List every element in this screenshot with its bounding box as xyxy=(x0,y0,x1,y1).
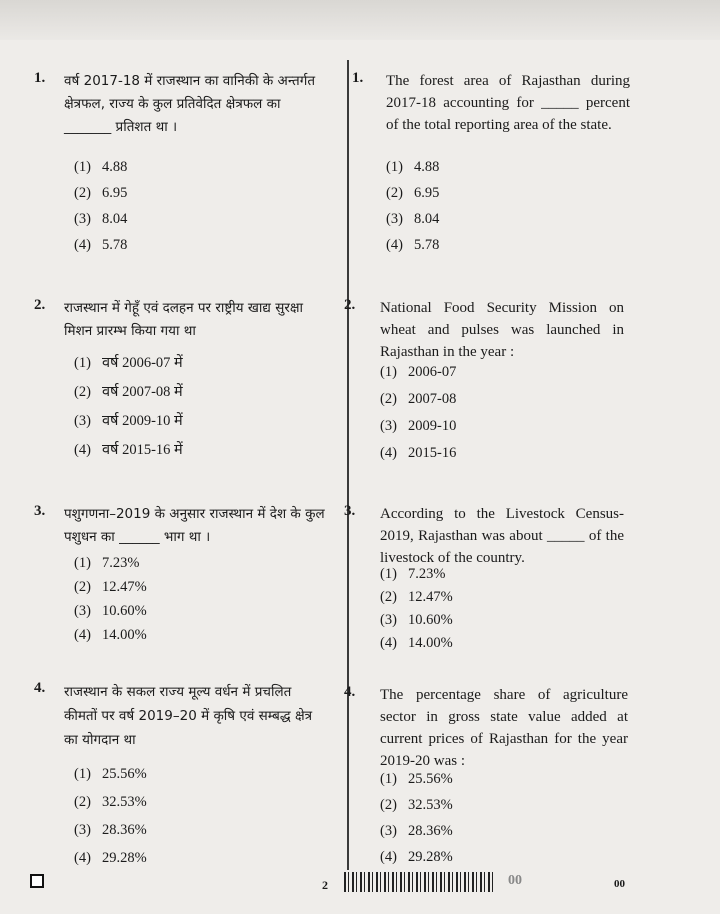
option-4[interactable]: (4) 5.78 xyxy=(386,237,440,253)
option-3[interactable]: (3) 28.36% xyxy=(74,822,147,838)
option-4[interactable]: (4) 29.28% xyxy=(380,849,453,865)
option-4[interactable]: (4) वर्ष 2015-16 में xyxy=(74,442,183,458)
option-1[interactable]: (1) 4.88 xyxy=(386,159,440,175)
option-3[interactable]: (3) 10.60% xyxy=(74,603,147,619)
question-number: 4. xyxy=(344,684,356,700)
option-1[interactable]: (1) वर्ष 2006-07 में xyxy=(74,355,183,371)
question-3-english xyxy=(344,503,692,653)
footer-code: 00 xyxy=(614,878,625,890)
question-1-english xyxy=(352,70,692,260)
option-2[interactable]: (2) 12.47% xyxy=(74,579,147,595)
option-4[interactable]: (4) 2015-16 xyxy=(380,445,457,461)
option-4[interactable]: (4) 14.00% xyxy=(380,635,453,651)
option-1[interactable]: (1) 2006-07 xyxy=(380,364,457,380)
question-text: राजस्थान के सकल राज्य मूल्य वर्धन में प्रचलित कीमतों पर वर्ष 2019–20 में कृषि एवं सम्बद्ध क्षेत्र का योगदान था xyxy=(64,684,313,748)
registration-square-icon xyxy=(30,874,44,888)
options-list xyxy=(74,551,147,647)
option-2[interactable]: (2) 6.95 xyxy=(386,185,440,201)
option-1[interactable]: (1) 7.23% xyxy=(380,566,446,582)
barcode-icon xyxy=(344,872,494,892)
options-list xyxy=(74,154,127,258)
scanned-top-strip xyxy=(0,0,720,40)
question-4-english xyxy=(344,684,692,870)
question-text: National Food Security Mission on wheat and pulses was launched in Rajasthan in the year : xyxy=(380,300,624,360)
option-2[interactable]: (2) 2007-08 xyxy=(380,391,457,407)
option-1[interactable]: (1) 7.23% xyxy=(74,555,140,571)
question-number: 4. xyxy=(34,680,46,696)
option-2[interactable]: (2) 32.53% xyxy=(380,797,453,813)
options-list xyxy=(380,766,453,870)
question-number: 2. xyxy=(344,297,356,313)
options-list xyxy=(74,760,147,872)
question-number: 2. xyxy=(34,297,46,313)
question-number: 3. xyxy=(34,503,46,519)
question-number: 3. xyxy=(344,503,356,519)
question-text: The forest area of Rajasthan during 2017-18 accounting for _____ percent of the total reporting area of the state. xyxy=(386,73,630,133)
question-text: पशुगणना–2019 के अनुसार राजस्थान में देश के कुल पशुधन का ______ भाग था । xyxy=(64,506,325,545)
option-3[interactable]: (3) 8.04 xyxy=(386,211,440,227)
question-1-hindi xyxy=(34,70,334,260)
option-2[interactable]: (2) 6.95 xyxy=(74,185,128,201)
question-4-hindi xyxy=(34,680,334,870)
option-3[interactable]: (3) 2009-10 xyxy=(380,418,457,434)
option-1[interactable]: (1) 4.88 xyxy=(74,159,128,175)
question-number: 1. xyxy=(352,70,364,86)
question-2-english xyxy=(344,297,692,467)
question-text: The percentage share of agriculture sector in gross state value added at current prices of Rajasthan for the year 2019-20 was : xyxy=(380,687,628,769)
option-2[interactable]: (2) वर्ष 2007-08 में xyxy=(74,384,183,400)
option-4[interactable]: (4) 29.28% xyxy=(74,850,147,866)
option-3[interactable]: (3) 10.60% xyxy=(380,612,453,628)
option-2[interactable]: (2) 32.53% xyxy=(74,794,147,810)
question-text: राजस्थान में गेहूँ एवं दलहन पर राष्ट्रीय खाद्य सुरक्षा मिशन प्रारम्भ किया गया था xyxy=(64,300,304,339)
option-3[interactable]: (3) 8.04 xyxy=(74,211,128,227)
options-list xyxy=(380,563,453,655)
question-2-hindi xyxy=(34,297,334,467)
question-3-hindi xyxy=(34,503,334,653)
options-list xyxy=(380,359,456,467)
option-3[interactable]: (3) वर्ष 2009-10 में xyxy=(74,413,183,429)
option-4[interactable]: (4) 5.78 xyxy=(74,237,128,253)
question-text: According to the Livestock Census-2019, Rajasthan was about _____ of the livestock of the country. xyxy=(380,506,624,566)
options-list xyxy=(74,349,183,465)
question-number: 1. xyxy=(34,70,46,86)
option-3[interactable]: (3) 28.36% xyxy=(380,823,453,839)
options-list xyxy=(386,154,439,258)
option-2[interactable]: (2) 12.47% xyxy=(380,589,453,605)
page-number: 2 xyxy=(322,878,328,892)
question-text: वर्ष 2017-18 में राजस्थान का वानिकी के अन्तर्गत क्षेत्रफल, राज्य के कुल प्रतिवेदित क्षेत्रफल का _______ प्रतिशत था । xyxy=(64,73,316,135)
option-4[interactable]: (4) 14.00% xyxy=(74,627,147,643)
option-1[interactable]: (1) 25.56% xyxy=(74,766,147,782)
option-1[interactable]: (1) 25.56% xyxy=(380,771,453,787)
booklet-code: 00 xyxy=(508,873,522,888)
